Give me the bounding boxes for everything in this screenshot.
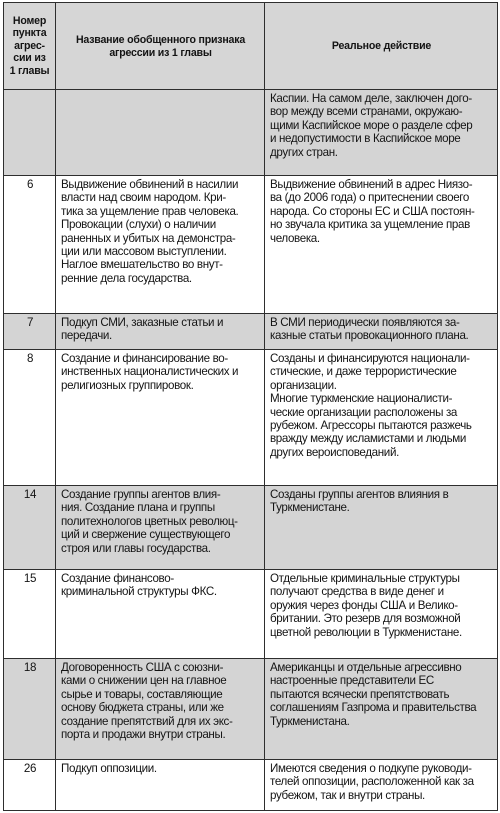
row-action: Американцы и отдельные агрессивно настроенные представители ЕС пытаются всячески препятствовать соглашениям Газпрома и правительства Туркменистана. (265, 659, 498, 760)
row-number: 8 (4, 350, 56, 486)
row-number (4, 90, 56, 176)
row-number: 7 (4, 314, 56, 350)
row-action: Имеются сведения о подкупе руководи- телей оппозиции, расположенной как за рубежом, так и внутри страны. (265, 760, 498, 811)
table-row (4, 486, 498, 570)
row-feature: Подкуп СМИ, заказные статьи и передачи. (56, 314, 265, 350)
table-row (4, 760, 498, 811)
row-feature: Договоренность США с союзни- ками о снижении цен на главное сырье и товары, составляющие основу бюджета страны, или же создание препятствий для их экс- порта и продажи внутри страны. (56, 659, 265, 760)
row-feature (56, 90, 265, 176)
row-feature: Создание группы агентов влия- ния. Создание плана и группы политехнологов цветных революц- ций и свержение существующего строя или главы государства. (56, 486, 265, 570)
row-feature: Создание финансово- криминальной структуры ФКС. (56, 570, 265, 659)
header-number: Номер пункта агрес- сии из 1 главы (4, 3, 56, 90)
table-row (4, 570, 498, 659)
table-row (4, 90, 498, 176)
row-feature: Выдвижение обвинений в насилии власти над своим народом. Кри- тика за ущемление прав человека. Провокации (слухи) о наличии раненных и убитых на демонстра- ции или массовом выступлении. Наглое вмешательство во внут- ренние дела государства. (56, 176, 265, 314)
row-number: 14 (4, 486, 56, 570)
table-row (4, 350, 498, 486)
row-number: 26 (4, 760, 56, 811)
row-action: Каспии. На самом деле, заключен дого- вор между всеми странами, окружаю- щими Каспийское море о разделе сфер и недопустимости в Каспийское море других стран. (265, 90, 498, 176)
row-action: В СМИ периодически появляются за- казные статьи провокационного плана. (265, 314, 498, 350)
row-number: 6 (4, 176, 56, 314)
aggression-table (3, 2, 498, 811)
table-row (4, 314, 498, 350)
row-feature: Создание и финансирование во- инственных националистических и религиозных группировок. (56, 350, 265, 486)
header-feature: Название обобщенного признака агрессии из 1 главы (56, 3, 265, 90)
row-action: Выдвижение обвинений в адрес Ниязо- ва (до 2006 года) о притеснении своего народа. Со стороны ЕС и США постоян- но звучала критика за ущемление прав человека. (265, 176, 498, 314)
row-action: Созданы группы агентов влияния в Туркменистане. (265, 486, 498, 570)
row-feature: Подкуп оппозиции. (56, 760, 265, 811)
table-header-row (4, 3, 498, 90)
row-number: 15 (4, 570, 56, 659)
row-action: Созданы и финансируются национали- стические, и даже террористические организации. Многие туркменские националисти- ческие организации расположены за рубежом. Агрессоры пытаются разжечь вражду между исламистами и людьми других вероисповеданий. (265, 350, 498, 486)
row-action: Отдельные криминальные структуры получают средства в виде денег и оружия через фонды США и Велико- британии. Это резерв для возможной цветной революции в Туркменистане. (265, 570, 498, 659)
table-row (4, 659, 498, 760)
row-number: 18 (4, 659, 56, 760)
table-row (4, 176, 498, 314)
header-action: Реальное действие (265, 3, 498, 90)
